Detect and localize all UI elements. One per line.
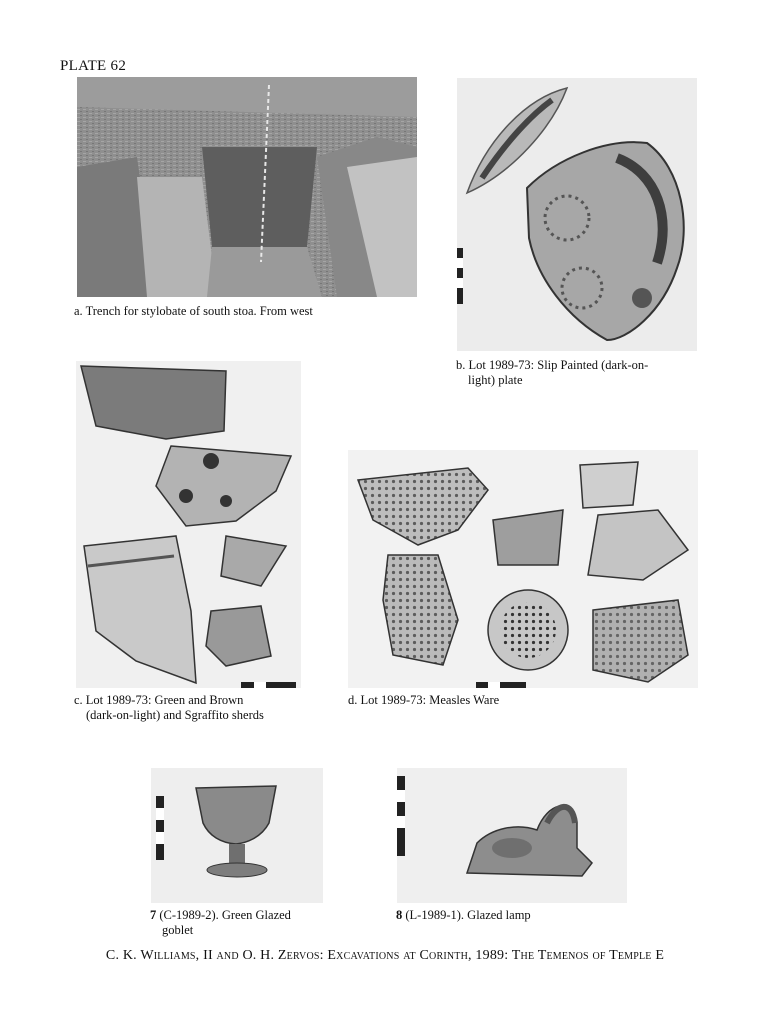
caption-b [456,358,648,388]
caption-d: d. Lot 1989-73: Measles Ware [348,693,500,707]
caption-c-line2: (dark-on-light) and Sgraffito sherds [86,708,264,722]
caption-7-line2: goblet [162,923,194,937]
photo-measles-ware [348,450,698,688]
caption-c-line1: c. Lot 1989-73: Green and Brown [74,693,244,707]
photo-green-brown-sherds [76,361,301,688]
footer-title: : Excavations at Corinth, 1989: The Temenos of Temple E [319,948,665,963]
figure-number-8: 8 [396,908,403,922]
photo-trench [77,77,417,297]
caption-7 [150,908,291,938]
caption-b-line1: b. Lot 1989-73: Slip Painted (dark-on- [456,358,649,372]
caption-c [74,693,264,723]
photo-glazed-lamp [397,768,627,903]
photo-slip-painted-plate [457,78,697,351]
caption-b-line2: light) plate [468,373,523,387]
caption-8-text: (L-1989-1). Glazed lamp [402,908,531,922]
caption-7-line1: (C-1989-2). Green Glazed [156,908,291,922]
caption-a: a. Trench for stylobate of south stoa. From west [74,304,313,318]
running-footer [0,948,770,964]
photo-goblet [151,768,323,903]
figure-number-7: 7 [150,908,157,922]
caption-8 [396,908,531,923]
plate-label: PLATE 62 [60,58,127,74]
footer-authors: C. K. Williams, II and O. H. Zervos [105,948,320,963]
